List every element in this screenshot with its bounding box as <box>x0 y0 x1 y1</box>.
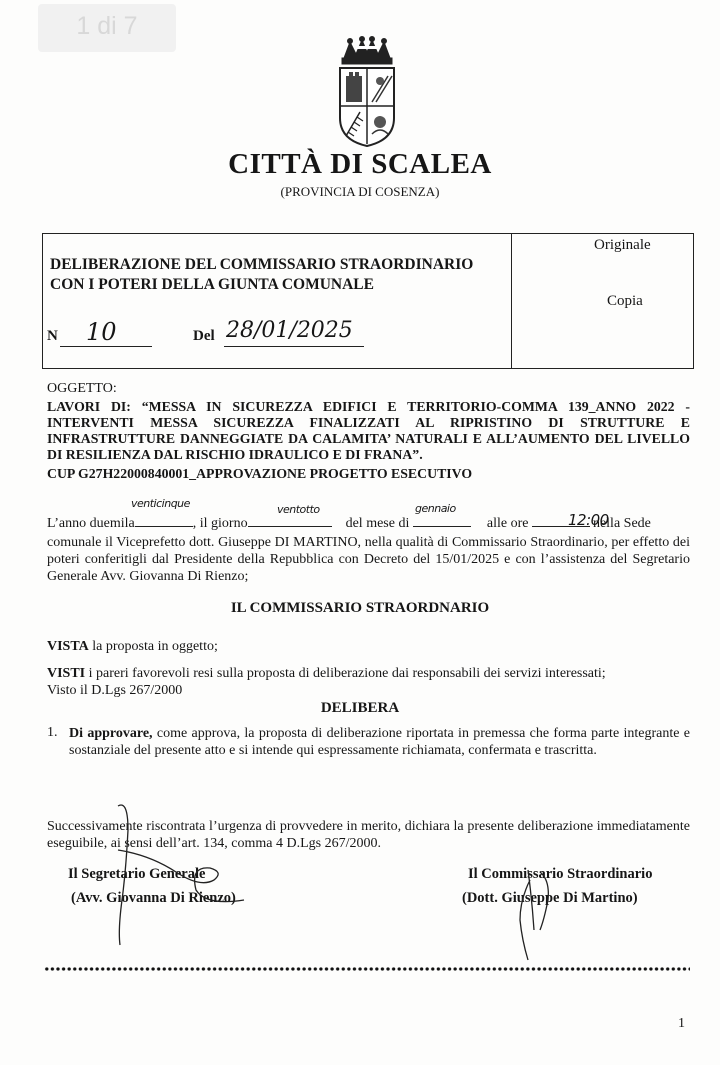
deliberation-number: 10 <box>86 318 117 346</box>
cup-code: CUP G27H22000840001_APPROVAZIONE PROGETTO ESECUTIVO <box>47 466 473 481</box>
copy-label: Copia <box>607 293 643 309</box>
commissioner-role: Il Commissario Straordinario <box>468 866 653 882</box>
page-indicator-badge: 1 di 7 <box>38 4 176 52</box>
intro-part3: del mese di <box>345 516 410 531</box>
deliberation-title-line2: CON I POTERI DELLA GIUNTA COMUNALE <box>50 276 374 293</box>
secretary-role: Il Segretario Generale <box>68 866 206 882</box>
city-title: CITTÀ DI SCALEA <box>228 148 492 180</box>
number-label: N <box>47 328 58 344</box>
secretary-name: (Avv. Giovanna Di Rienzo) <box>71 890 236 906</box>
visto-dlgs-line: Visto il D.Lgs 267/2000 <box>47 683 183 698</box>
deliberation-title-line1: DELIBERAZIONE DEL COMMISSARIO STRAORDINARIO <box>50 256 474 273</box>
intro-part5: nella Sede <box>592 516 651 531</box>
intro-part4: alle ore <box>486 516 529 531</box>
deliberation-date: 28/01/2025 <box>226 318 353 343</box>
intro-part2: , il giorno <box>192 516 248 531</box>
commissioner-name: (Dott. Giuseppe Di Martino) <box>462 890 638 906</box>
subject-label: OGGETTO: <box>47 381 117 396</box>
intro-part1: L’anno duemila <box>47 516 135 531</box>
vista-bold: VISTA <box>47 639 89 654</box>
urgency-paragraph: Successivamente riscontrata l’urgenza di provvedere in merito, dichiara la presente deliberazione immediatamente eseguibile, ai sensi dell’art. 134, comma 4 D.Lgs 267/2000. <box>47 819 690 851</box>
vista-text: la proposta in oggetto; <box>88 639 218 654</box>
intro-paragraph: comunale il Viceprefetto dott. Giuseppe DI MARTINO, nella qualità di Commissario Straordinario, per effetto dei poteri conferitigli dal Presidente della Repubblica con Decreto del 15/01/2025 e con l’assistenza del Segretario Generale Avv. Giovanna Di Rienzo; <box>47 535 690 584</box>
original-label: Originale <box>594 237 651 253</box>
visti-text: i pareri favorevoli resi sulla proposta di deliberazione dai responsabili dei servizi interessati; <box>85 666 606 681</box>
item-number: 1. <box>47 725 58 740</box>
page-number: 1 <box>678 1016 685 1031</box>
item-approve-bold: Di approvare, <box>69 726 153 741</box>
handwritten-hour: 12:00 <box>568 511 609 529</box>
province-subtitle: (PROVINCIA DI COSENZA) <box>280 184 440 199</box>
handwritten-day: ventotto <box>277 503 320 516</box>
delibera-heading: DELIBERA <box>320 700 400 716</box>
dotted-separator <box>44 966 690 972</box>
item-approve-text: come approva, la proposta di deliberazione riportata in premessa che forma parte integrante e sostanziale del presente atto e si intende qui espressamente richiamata, confermata e trascritta. <box>69 726 690 758</box>
handwritten-month: gennaio <box>415 502 456 515</box>
visti-bold: VISTI <box>47 666 86 681</box>
date-label: Del <box>193 328 215 344</box>
commissario-heading: IL COMMISSARIO STRAORDNARIO <box>230 600 490 616</box>
handwritten-year: venticinque <box>131 497 190 510</box>
subject-text: LAVORI DI: “MESSA IN SICUREZZA EDIFICI E TERRITORIO-COMMA 139_ANNO 2022 - INTERVENTI MESSA SICUREZZA FINALIZZATI AL RIPRISTINO DI STRUTTURE E INFRASTRUTTURE DANNEGGIATE DA CALAMITA’ NATURALI E ALL’AUMENTO DEL LIVELLO DI RESILIENZA DAL RISCHIO IDRAULICO E DI FRANA”. <box>47 399 690 462</box>
